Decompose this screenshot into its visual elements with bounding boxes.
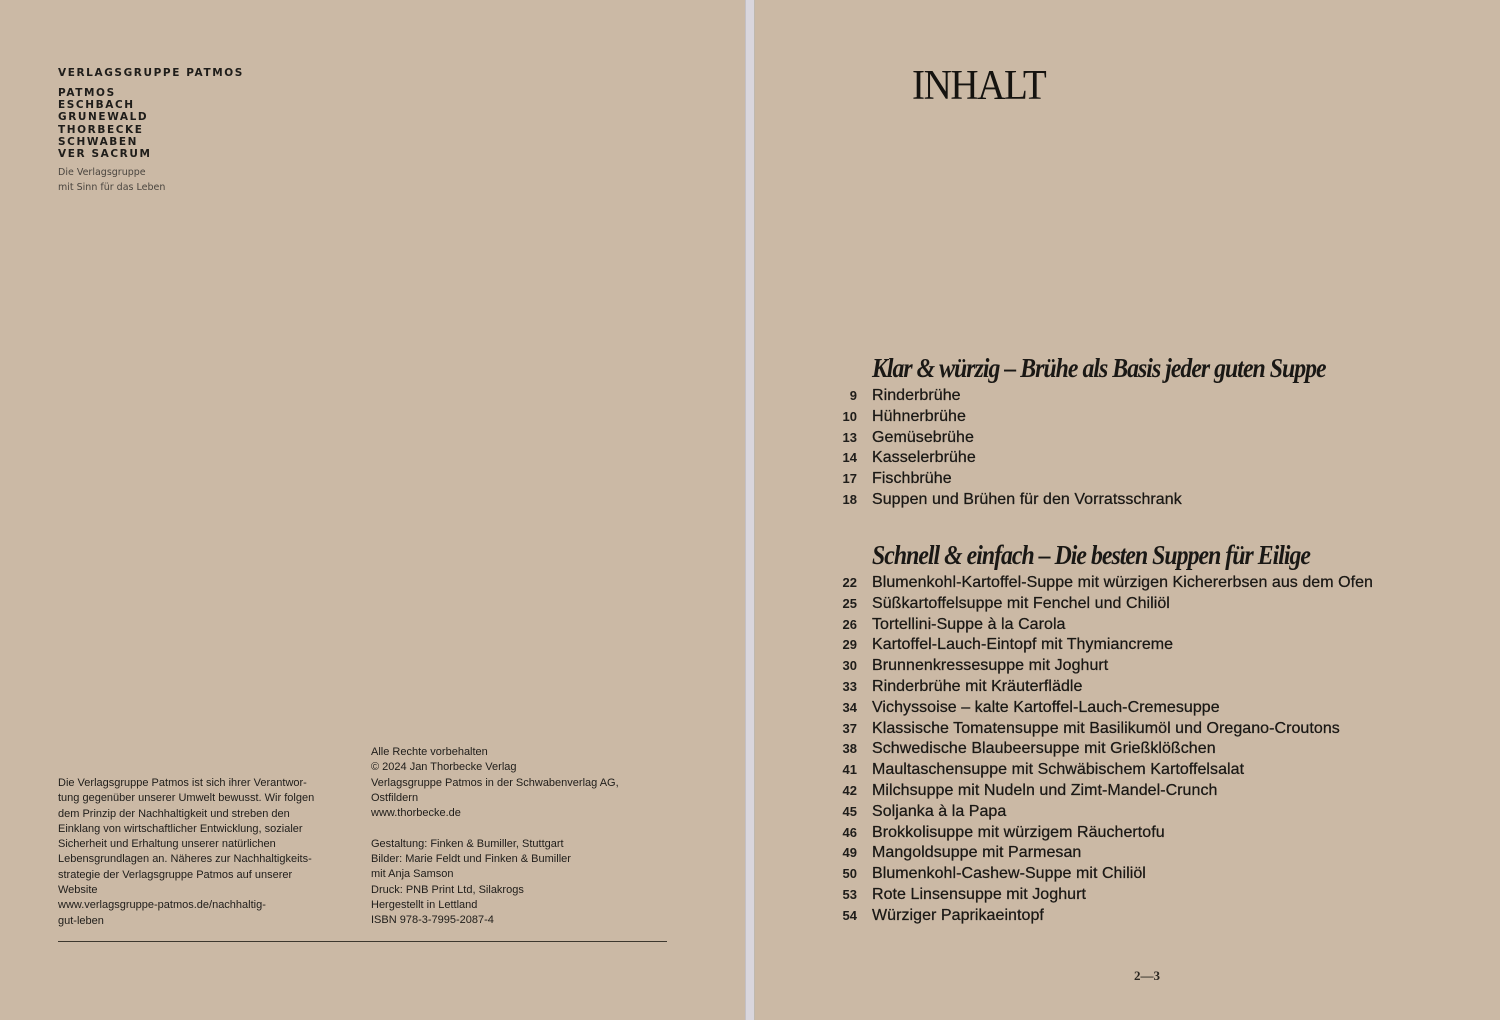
page-number: 34 <box>842 699 857 715</box>
page-number: 14 <box>842 450 857 466</box>
toc-entry[interactable] <box>835 616 1373 637</box>
page-number: 10 <box>842 408 857 424</box>
colophon-line: Ostfildern <box>371 791 419 804</box>
page-number: 22 <box>842 575 857 590</box>
sustainability-line: strategie der Verlagsgruppe Patmos auf unserer <box>58 868 293 881</box>
publisher-url[interactable]: www.thorbecke.de <box>371 807 461 820</box>
imprint-item: SCHWABEN <box>58 135 139 148</box>
toc-entry[interactable] <box>835 844 1373 865</box>
page-number: 45 <box>842 803 857 819</box>
toc-list <box>835 574 1373 928</box>
entry-title: Milchsuppe mit Nudeln und Zimt-Mandel-Crunch <box>872 781 1218 799</box>
toc-entry[interactable] <box>835 636 1373 657</box>
page-number: 29 <box>842 637 857 653</box>
toc-entry[interactable] <box>835 387 1388 408</box>
entry-title: Blumenkohl-Cashew-Suppe mit Chiliöl <box>872 865 1146 883</box>
page-number: 9 <box>849 388 857 403</box>
entry-title: Maultaschensuppe mit Schwäbischem Kartoffelsalat <box>872 761 1245 779</box>
entry-title: Hühnerbrühe <box>872 407 966 425</box>
page-number: 37 <box>842 720 857 736</box>
sustainability-line: Lebensgrundlagen an. Näheres zur Nachhaltigkeits- <box>58 853 312 866</box>
entry-title: Soljanka à la Papa <box>872 802 1007 820</box>
sustainability-statement <box>58 776 338 929</box>
isbn-line: ISBN 978-3-7995-2087-4 <box>371 914 494 927</box>
toc-entry[interactable] <box>835 574 1373 595</box>
colophon-line: Druck: PNB Print Ltd, Silakrogs <box>371 883 524 896</box>
entry-title: Tortellini-Suppe à la Carola <box>872 615 1066 633</box>
page-number: 26 <box>842 616 857 632</box>
imprint-item: VER SACRUM <box>58 148 152 161</box>
page-number: 13 <box>842 429 857 445</box>
section-heading: Schnell & einfach – Die besten Suppen für Eilige <box>872 540 1311 570</box>
entry-title: Vichyssoise – kalte Kartoffel-Lauch-Cremesuppe <box>872 698 1220 716</box>
sustainability-line: Website <box>58 884 98 897</box>
toc-entry[interactable] <box>835 470 1388 491</box>
page-number: 18 <box>842 491 857 507</box>
toc-entry[interactable] <box>835 886 1373 907</box>
page-number: 50 <box>842 866 857 882</box>
colophon-line: Bilder: Marie Feldt und Finken & Bumiller <box>371 853 571 866</box>
sustainability-line: tung gegenüber unserer Umwelt bewusst. Wir folgen <box>58 792 315 805</box>
entry-title: Rinderbrühe mit Kräuterflädle <box>872 677 1083 695</box>
entry-title: Suppen und Brühen für den Vorratsschrank <box>872 490 1182 508</box>
publisher-block <box>58 67 244 195</box>
toc-entry[interactable] <box>835 740 1373 761</box>
colophon-line: Gestaltung: Finken & Bumiller, Stuttgart <box>371 837 564 850</box>
publisher-tagline <box>58 166 244 195</box>
toc-entry[interactable] <box>835 678 1373 699</box>
book-gutter <box>745 0 755 1020</box>
colophon-line: Verlagsgruppe Patmos in der Schwabenverlag AG, <box>371 776 619 789</box>
page-folio: 2—3 <box>1134 968 1160 983</box>
toc-entry[interactable] <box>835 429 1388 450</box>
imprint-item: ESCHBACH <box>58 99 135 112</box>
page-title: INHALT <box>912 63 1046 109</box>
sustainability-line: Die Verlagsgruppe Patmos ist sich ihrer Verantwor- <box>58 777 307 789</box>
colophon-line: Hergestellt in Lettland <box>371 898 478 911</box>
toc-entry[interactable] <box>835 595 1373 616</box>
toc-entry[interactable] <box>835 699 1373 720</box>
entry-title: Kasselerbrühe <box>872 449 976 467</box>
page-number: 25 <box>842 595 857 611</box>
page-number: 49 <box>842 845 857 861</box>
toc-section-quick-easy <box>835 540 1373 928</box>
entry-title: Gemüsebrühe <box>872 428 974 446</box>
toc-entry[interactable] <box>835 803 1373 824</box>
copyright-line: © 2024 Jan Thorbecke Verlag <box>371 761 517 774</box>
imprint-list <box>58 87 244 160</box>
page-number: 17 <box>842 471 857 487</box>
page-number: 38 <box>842 741 857 757</box>
imprint-item: PATMOS <box>58 87 116 99</box>
entry-title: Schwedische Blaubeersuppe mit Grießklößchen <box>872 740 1216 758</box>
entry-title: Blumenkohl-Kartoffel-Suppe mit würzigen Kichererbsen aus dem Ofen <box>872 574 1373 591</box>
toc-entry[interactable] <box>835 657 1373 678</box>
toc-entry[interactable] <box>835 782 1373 803</box>
toc-entry[interactable] <box>835 824 1373 845</box>
entry-title: Mangoldsuppe mit Parmesan <box>872 844 1082 862</box>
toc-entry[interactable] <box>835 449 1388 470</box>
sustainability-line: Sicherheit und Erhaltung unserer natürlichen <box>58 838 276 851</box>
page-number: 30 <box>842 658 857 674</box>
entry-title: Fischbrühe <box>872 470 952 488</box>
toc-entry[interactable] <box>835 720 1373 741</box>
entry-title: Rote Linsensuppe mit Joghurt <box>872 885 1086 903</box>
colophon-spacer <box>371 821 671 836</box>
tagline-line: mit Sinn für das Leben <box>58 181 166 193</box>
entry-title: Brokkolisuppe mit würzigem Räuchertofu <box>872 823 1165 841</box>
entry-title: Kartoffel-Lauch-Eintopf mit Thymiancreme <box>872 636 1174 654</box>
tagline-line: Die Verlagsgruppe <box>58 167 146 179</box>
entry-title: Würziger Paprikaeintopf <box>872 906 1044 924</box>
toc-entry[interactable] <box>835 907 1373 928</box>
toc-entry[interactable] <box>835 408 1388 429</box>
toc-section-clear-broths <box>835 353 1388 512</box>
sustainability-url[interactable]: www.verlagsgruppe-patmos.de/nachhaltig- <box>58 899 266 912</box>
toc-entry[interactable] <box>835 865 1373 886</box>
page-number: 33 <box>842 678 857 694</box>
sustainability-url[interactable]: gut-leben <box>58 914 104 927</box>
colophon-line: mit Anja Samson <box>371 868 454 881</box>
imprint-item: THORBECKE <box>58 123 144 136</box>
colophon-line: Alle Rechte vorbehalten <box>371 746 488 758</box>
entry-title: Süßkartoffelsuppe mit Fenchel und Chiliöl <box>872 594 1170 612</box>
left-page <box>0 0 745 1020</box>
page-number: 46 <box>842 824 857 840</box>
footer-divider <box>58 941 667 942</box>
toc-entry[interactable] <box>835 491 1388 512</box>
colophon-rights <box>371 745 671 929</box>
entry-title: Klassische Tomatensuppe mit Basilikumöl und Oregano-Croutons <box>872 719 1340 737</box>
toc-entry[interactable] <box>835 761 1373 782</box>
entry-title: Rinderbrühe <box>872 387 961 404</box>
sustainability-line: dem Prinzip der Nachhaltigkeit und streben den <box>58 807 290 820</box>
sustainability-line: Einklang von wirtschaftlicher Entwicklung, sozialer <box>58 822 303 835</box>
publisher-group-name: VERLAGSGRUPPE PATMOS <box>58 67 244 79</box>
imprint-item: GRUNEWALD <box>58 111 149 124</box>
page-number: 42 <box>842 782 857 798</box>
page-number: 54 <box>842 907 857 923</box>
page-number: 41 <box>842 762 857 778</box>
page-number: 53 <box>842 886 857 902</box>
section-heading: Klar & würzig – Brühe als Basis jeder guten Suppe <box>872 353 1326 383</box>
toc-list <box>835 387 1388 512</box>
entry-title: Brunnenkressesuppe mit Joghurt <box>872 657 1109 675</box>
